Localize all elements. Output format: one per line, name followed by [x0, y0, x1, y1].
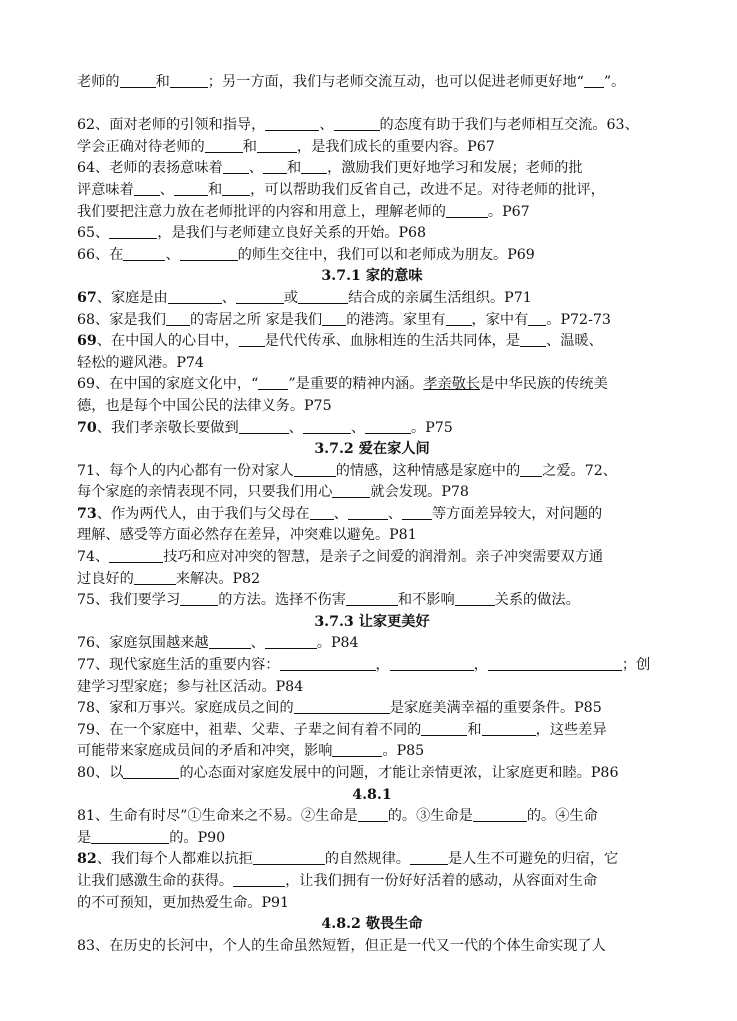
- document-page: [77, 72, 667, 957]
- text-run: 或: [283, 289, 299, 306]
- text-line: [77, 720, 667, 742]
- text-run: ”是重要的精神内涵。: [288, 376, 424, 393]
- text-run: 结合成的亲属生活组织。P71: [348, 289, 532, 306]
- question-number: 70: [77, 419, 97, 436]
- fill-in-blank[interactable]: [294, 461, 336, 477]
- text-run: ，: [473, 657, 488, 674]
- fill-in-blank[interactable]: [236, 288, 284, 304]
- fill-in-blank[interactable]: [332, 482, 370, 498]
- text-run: ，这些差异: [535, 721, 607, 738]
- section-heading: 3.7.2 爱在家人间: [314, 441, 430, 458]
- text-run: 德，也是每个中国公民的法律义务。P75: [77, 397, 332, 414]
- text-line: [77, 396, 667, 418]
- text-line: [77, 633, 667, 655]
- text-run: 83、在历史的长河中，个人的生命虽然短暂，但正是一代又一代的个体生命实现了人: [77, 937, 606, 954]
- fill-in-blank[interactable]: [253, 849, 325, 865]
- fill-in-blank[interactable]: [332, 741, 382, 757]
- text-run: 过良好的: [77, 570, 134, 587]
- question-number: 67: [77, 289, 97, 306]
- section-heading: 3.7.3 让家更美好: [314, 613, 430, 630]
- text-run: 和: [286, 160, 302, 177]
- fill-in-blank[interactable]: [265, 115, 319, 131]
- text-run: 、: [387, 505, 402, 522]
- text-run: 68、家是我们: [77, 311, 166, 328]
- text-run: 关系的做法。: [494, 592, 580, 609]
- text-line: [77, 245, 667, 267]
- text-line: [77, 158, 667, 180]
- text-line: [77, 461, 667, 483]
- text-run: 、: [250, 635, 265, 652]
- text-run: 的师生交往中，我们可以和老师成为朋友。P69: [237, 246, 535, 263]
- text-run: 78、家和万事兴。家庭成员之间的: [77, 700, 294, 717]
- text-line: [77, 223, 667, 245]
- text-run: 是代代传承、血脉相连的生活共同体，是: [264, 333, 521, 350]
- fill-in-blank[interactable]: [310, 504, 334, 520]
- fill-in-blank[interactable]: [294, 698, 390, 714]
- fill-in-blank[interactable]: [446, 310, 472, 326]
- fill-in-blank[interactable]: [123, 763, 179, 779]
- fill-in-blank[interactable]: [263, 158, 287, 174]
- text-run: 技巧和应对冲突的智慧，是亲子之间爱的润滑剂。亲子冲突需要双方通: [163, 549, 604, 566]
- text-run: 每个家庭的亲情表现不同，只要我们用心: [77, 484, 333, 501]
- text-line: [77, 72, 667, 94]
- fill-in-blank[interactable]: [174, 180, 208, 196]
- fill-in-blank[interactable]: [488, 655, 622, 671]
- text-run: 和: [242, 138, 257, 155]
- fill-in-blank[interactable]: [446, 202, 488, 218]
- fill-in-blank[interactable]: [346, 590, 398, 606]
- fill-in-blank[interactable]: [455, 590, 495, 606]
- text-run: 的态度有助于我们与老师相互交流。63、: [379, 117, 639, 134]
- text-line: [77, 655, 667, 677]
- text-run: 81、生命有时尽”①生命来之不易。②生命是: [77, 808, 358, 825]
- text-line: [77, 525, 667, 547]
- text-run: ，家中有: [471, 311, 529, 328]
- text-run: 的情感，这种情感是家庭中的: [335, 462, 521, 479]
- text-run: ，: [375, 657, 390, 674]
- text-run: 和: [155, 74, 170, 90]
- text-line: [77, 936, 667, 958]
- text-line: [77, 741, 667, 763]
- fill-in-blank[interactable]: [520, 331, 546, 347]
- text-run: 理解、感受等方面必然存在差异，冲突难以避免。P81: [77, 527, 417, 544]
- text-run: 62、面对老师的引领和指导，: [77, 117, 266, 134]
- question-number: 73: [77, 505, 97, 522]
- text-run: 让我们感激生命的获得。: [77, 872, 234, 889]
- text-run: 的。P90: [169, 829, 226, 846]
- text-run: 、: [350, 419, 366, 436]
- text-line: [77, 698, 667, 720]
- fill-in-blank[interactable]: [109, 547, 163, 563]
- fill-in-blank[interactable]: [109, 223, 157, 239]
- fill-in-blank[interactable]: [322, 310, 346, 326]
- text-line: [77, 115, 667, 137]
- text-run: 。P67: [487, 203, 530, 220]
- text-run: 的不可预知，更加热爱生命。P91: [77, 894, 290, 911]
- text-run: 75、我们要学习: [77, 592, 181, 609]
- fill-in-blank[interactable]: [410, 849, 448, 865]
- section-heading: 4.8.2 敬畏生命: [321, 916, 423, 933]
- text-run: 、: [165, 246, 180, 263]
- text-run: 的方法。选择不伤害: [218, 592, 346, 609]
- underlined-term: 孝亲敬长: [423, 376, 481, 393]
- text-run: 、: [319, 117, 334, 134]
- fill-in-blank[interactable]: [280, 655, 376, 671]
- fill-in-blank[interactable]: [358, 806, 388, 822]
- text-line: [77, 849, 667, 871]
- text-run: ，可以帮助我们反省自己，改进不足。对待老师的批评，: [250, 181, 605, 198]
- fill-in-blank[interactable]: [482, 720, 536, 736]
- fill-in-blank[interactable]: [258, 374, 288, 390]
- text-line: [77, 180, 667, 202]
- text-run: 是家庭美满幸福的重要条件。P85: [389, 700, 602, 717]
- fill-in-blank[interactable]: [123, 245, 165, 261]
- text-run: 、: [248, 160, 263, 177]
- fill-in-blank[interactable]: [222, 180, 250, 196]
- text-run: 76、家庭氛围越来越: [77, 635, 209, 652]
- text-run: 和: [207, 181, 223, 198]
- text-run: 是人生不可避免的归宿，它: [447, 851, 619, 868]
- fill-in-blank[interactable]: [239, 418, 289, 434]
- section-heading: 3.7.1 家的意味: [321, 268, 423, 285]
- text-run: 等方面差异较大，对问题的: [431, 505, 603, 522]
- fill-in-blank[interactable]: [334, 115, 380, 131]
- fill-in-blank[interactable]: [166, 310, 190, 326]
- fill-in-blank[interactable]: [205, 137, 243, 153]
- text-line: [77, 137, 667, 159]
- text-run: 、温暖、: [546, 333, 603, 350]
- fill-in-blank[interactable]: [298, 288, 348, 304]
- text-run: 、: [159, 181, 174, 198]
- question-number: 69: [77, 333, 97, 350]
- text-line: [77, 504, 667, 526]
- text-line: [77, 871, 667, 893]
- text-line: [77, 202, 667, 224]
- fill-in-blank[interactable]: [180, 590, 218, 606]
- text-run: 。P72-73: [546, 311, 611, 328]
- fill-in-blank[interactable]: [134, 569, 176, 585]
- text-line: [77, 331, 667, 353]
- text-run: 轻松的避风港。P74: [77, 354, 204, 371]
- fill-in-blank[interactable]: [301, 158, 327, 174]
- text-run: 的港湾。家里有: [346, 311, 446, 328]
- text-run: 66、在: [77, 246, 124, 263]
- question-number: 82: [77, 851, 97, 868]
- fill-in-blank[interactable]: [348, 504, 388, 520]
- text-run: 的心态面对家庭发展中的问题，才能让亲情更浓，让家庭更和睦。P86: [179, 765, 619, 781]
- text-line: [77, 418, 667, 440]
- text-line: [77, 677, 667, 699]
- fill-in-blank[interactable]: [473, 806, 527, 822]
- text-run: 是: [77, 829, 92, 846]
- text-run: 、: [221, 289, 236, 306]
- text-run: 74、: [77, 549, 110, 566]
- text-run: 、在中国人的心目中，: [96, 333, 239, 350]
- fill-in-blank[interactable]: [390, 655, 474, 671]
- fill-in-blank[interactable]: [421, 720, 467, 736]
- text-line: [77, 288, 667, 310]
- text-run: 建学习型家庭；参与社区活动。P84: [77, 678, 304, 695]
- blank-line: [77, 94, 667, 116]
- fill-in-blank[interactable]: [265, 633, 317, 649]
- text-run: 可能带来家庭成员间的矛盾和冲突，影响: [77, 743, 333, 760]
- fill-in-blank[interactable]: [520, 461, 542, 477]
- section-heading: 4.8.1: [352, 786, 392, 803]
- fill-in-blank[interactable]: [91, 828, 169, 844]
- text-run: 、作为两代人，由于我们与父母在: [96, 505, 310, 522]
- fill-in-blank[interactable]: [223, 158, 249, 174]
- fill-in-blank[interactable]: [239, 331, 265, 347]
- text-run: ，激励我们更好地学习和发展；老师的批: [327, 160, 583, 177]
- text-line: [77, 482, 667, 504]
- text-run: 65、: [77, 225, 110, 242]
- text-line: [77, 569, 667, 591]
- text-run: ；创: [621, 657, 651, 674]
- text-run: 、: [288, 419, 303, 436]
- text-line: [77, 374, 667, 396]
- fill-in-blank[interactable]: [303, 418, 351, 434]
- text-run: 老师的: [77, 74, 120, 90]
- text-run: 的。③生命是: [387, 808, 473, 825]
- fill-in-blank[interactable]: [365, 418, 411, 434]
- text-run: 79、在一个家庭中，祖辈、父辈、子辈之间有着不同的: [77, 721, 422, 738]
- text-run: 64、老师的表扬意味着: [77, 160, 223, 177]
- text-run: 学会正确对待老师的: [77, 138, 205, 155]
- text-run: ，是我们与老师建立良好关系的开始。P68: [157, 225, 427, 242]
- fill-in-blank[interactable]: [233, 871, 285, 887]
- fill-in-blank[interactable]: [584, 72, 604, 88]
- text-run: 71、每个人的内心都有一份对家人: [77, 462, 294, 479]
- text-run: ，让我们拥有一份好好活着的感动，从容面对生命: [285, 872, 598, 889]
- text-run: 。P84: [316, 635, 359, 652]
- fill-in-blank[interactable]: [402, 504, 432, 520]
- text-run: 、: [333, 505, 348, 522]
- text-line: [77, 590, 667, 612]
- text-run: 80、以: [77, 765, 124, 781]
- fill-in-blank[interactable]: [180, 245, 238, 261]
- fill-in-blank[interactable]: [168, 288, 222, 304]
- text-run: ”。: [603, 74, 626, 90]
- fill-in-blank[interactable]: [257, 137, 297, 153]
- text-run: 是中华民族的传统美: [480, 376, 608, 393]
- fill-in-blank[interactable]: [170, 72, 208, 88]
- text-run: 、我们每个人都难以抗拒: [96, 851, 253, 868]
- fill-in-blank[interactable]: [528, 310, 546, 326]
- fill-in-blank[interactable]: [120, 72, 156, 88]
- text-line: [77, 763, 667, 785]
- text-run: 、我们孝亲敬长要做到: [96, 419, 239, 436]
- text-line: [77, 547, 667, 569]
- text-run: 69、在中国的家庭文化中，“: [77, 376, 259, 393]
- text-run: 和不影响: [397, 592, 455, 609]
- text-line: [77, 310, 667, 332]
- text-line: [77, 893, 667, 915]
- text-run: 77、现代家庭生活的重要内容：: [77, 657, 280, 674]
- text-line: [77, 806, 667, 828]
- fill-in-blank[interactable]: [134, 180, 160, 196]
- text-run: 。P75: [411, 419, 453, 436]
- text-line: [77, 353, 667, 375]
- text-run: 的寄居之所 家是我们: [190, 311, 323, 328]
- text-run: ；另一方面，我们与老师交流互动，也可以促进老师更好地“: [207, 74, 584, 90]
- text-run: 、家庭是由: [96, 289, 168, 306]
- text-run: ，是我们成长的重要内容。P67: [296, 138, 495, 155]
- text-run: 我们要把注意力放在老师批评的内容和用意上，理解老师的: [77, 203, 446, 220]
- text-run: 评意味着: [77, 181, 134, 198]
- text-run: 的。④生命: [526, 808, 598, 825]
- fill-in-blank[interactable]: [209, 633, 251, 649]
- text-run: 。P85: [382, 743, 425, 760]
- text-line: [77, 828, 667, 850]
- text-run: 就会发现。P78: [370, 484, 469, 501]
- text-run: 来解决。P82: [175, 570, 261, 587]
- text-run: 之爱。72、: [542, 462, 617, 479]
- text-run: 和: [467, 721, 482, 738]
- text-run: 的自然规律。: [324, 851, 410, 868]
